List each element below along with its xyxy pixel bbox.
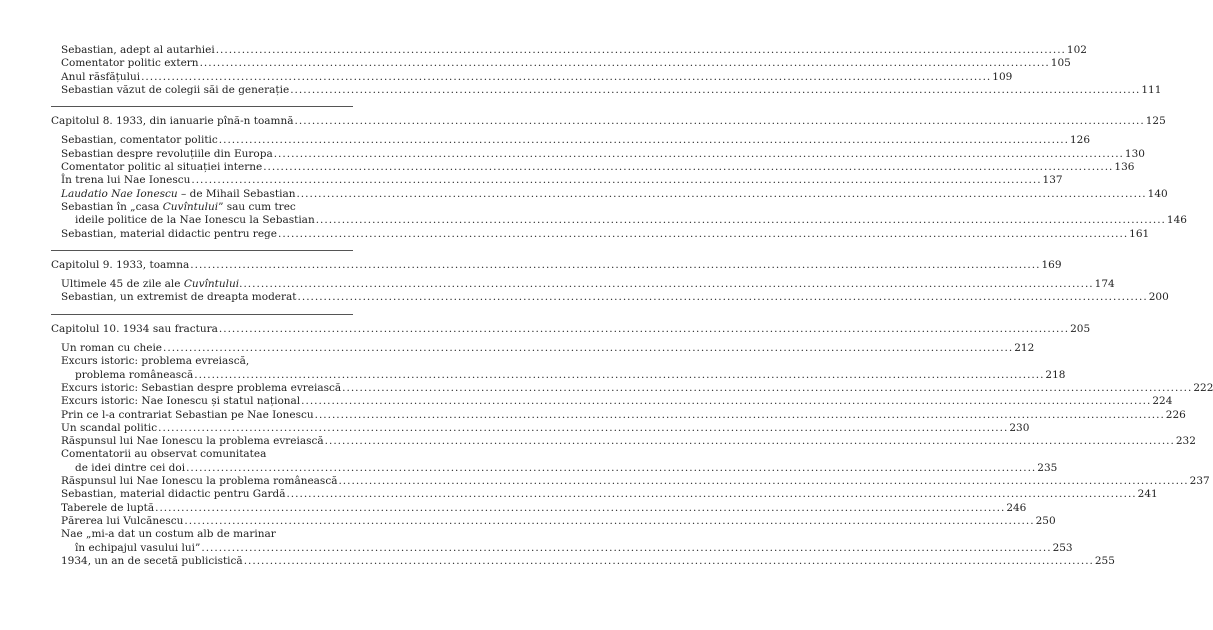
- toc-entry: [51, 291, 1169, 304]
- entry-title-text: Prin ce l-a contrariat Sebastian pe Nae Ionescu: [61, 408, 314, 421]
- toc-entry: [51, 134, 1091, 147]
- entry-title-continued: în echipajul vasului lui”: [75, 541, 201, 554]
- entry-title: [61, 174, 190, 187]
- entry-title-continued: de idei dintre cei doi: [75, 461, 186, 474]
- entry-title-text: Excurs istoric: Nae Ionescu și statul național: [61, 395, 301, 408]
- page-number: 226: [1165, 408, 1186, 421]
- entry-title-text: Sebastian, un extremist de dreapta moderat: [61, 291, 297, 304]
- toc-entry: [51, 70, 1013, 84]
- entry-title-text: Taberele de luptă: [61, 501, 155, 514]
- entry-title: [61, 161, 262, 174]
- toc-entry-continuation: [51, 461, 1058, 475]
- entry-title-text: Excurs istoric: problema evreiască,: [61, 355, 250, 368]
- entry-title-text: Răspunsul lui Nae Ionescu la problema românească: [61, 475, 338, 488]
- dot-leader: [325, 435, 1175, 448]
- dot-leader: [184, 515, 1034, 528]
- chapter-title: [51, 259, 189, 272]
- dot-leader: [316, 214, 1166, 227]
- page-number: 111: [1141, 83, 1162, 96]
- dot-leader: [315, 409, 1165, 422]
- dot-leader: [163, 342, 1013, 355]
- toc-entry: [51, 187, 1168, 201]
- entry-title: [61, 44, 215, 57]
- entry-title-continued: problema românească: [75, 368, 194, 381]
- dot-leader: [194, 369, 1044, 382]
- toc-entry: [51, 355, 353, 368]
- page-number: 137: [1042, 174, 1063, 187]
- entry-title-text: – de Mihail Sebastian: [177, 187, 296, 200]
- page-number: 224: [1152, 395, 1173, 408]
- entry-title: [61, 148, 273, 161]
- toc-entry: [51, 161, 1135, 174]
- entry-title: [61, 488, 285, 501]
- entry-title: [61, 71, 140, 84]
- dot-leader: [342, 382, 1192, 395]
- toc-entry: [51, 342, 1035, 355]
- entry-title-text: Sebastian, comentator politic: [61, 134, 218, 147]
- entry-title: [61, 228, 277, 241]
- entry-title: [61, 395, 300, 408]
- entry-title-prefix: Sebastian în „casa: [61, 200, 163, 213]
- dot-leader: [274, 148, 1124, 161]
- toc-entry-continuation: [51, 541, 1073, 555]
- entry-title-prefix: Ultimele 45 de zile ale: [61, 278, 184, 291]
- entry-title: [61, 291, 297, 304]
- page-number: 246: [1006, 501, 1027, 514]
- toc-entry: [51, 475, 1210, 488]
- entry-title-text: Comentatorii au observat comunitatea: [61, 448, 267, 461]
- entry-title: [61, 448, 266, 461]
- page-number: 237: [1189, 475, 1210, 488]
- entry-title-text: Excurs istoric: Sebastian despre problema evreiască: [61, 381, 342, 394]
- page-number: 230: [1009, 421, 1030, 434]
- entry-title: [61, 409, 314, 422]
- page-number: 253: [1052, 541, 1073, 554]
- entry-title-continued: ideile politice de la Nae Ionescu la Sebastian: [75, 214, 315, 227]
- page-number: 232: [1175, 435, 1196, 448]
- dot-leader: [338, 475, 1188, 488]
- toc-entry: [51, 554, 1115, 568]
- page-number: 161: [1129, 227, 1150, 240]
- table-of-contents: [51, 44, 1213, 568]
- dot-leader: [158, 422, 1008, 435]
- entry-title-text: Sebastian, material didactic pentru rege: [61, 227, 277, 240]
- chapter-heading: [51, 322, 1091, 336]
- entry-title-text: Un roman cu cheie: [61, 342, 163, 355]
- dot-leader: [186, 462, 1036, 475]
- entry-title-italic: Laudatio Nae Ionescu: [61, 187, 178, 200]
- entry-title: [61, 57, 199, 70]
- dot-leader: [298, 291, 1148, 304]
- chapter-title-text: Capitolul 10. 1934 sau fractura: [51, 322, 218, 335]
- page-number: 222: [1193, 381, 1213, 394]
- entry-title-text: Sebastian, adept al autarhiei: [61, 44, 215, 56]
- page-number: 125: [1145, 115, 1166, 128]
- dot-leader: [141, 71, 991, 84]
- toc-entry: [51, 421, 1030, 435]
- dot-leader: [295, 115, 1145, 128]
- entry-title: [61, 342, 162, 355]
- entry-title-text: Răspunsul lui Nae Ionescu la problema evreiască: [61, 435, 324, 448]
- toc-entry: [51, 435, 1196, 448]
- dot-leader: [296, 188, 1146, 201]
- page-number: 130: [1124, 147, 1145, 160]
- entry-title-text: În trena lui Nae Ionescu: [61, 174, 191, 187]
- entry-title-text: Comentator politic al situației interne: [61, 161, 263, 174]
- entry-title: [61, 201, 296, 214]
- dot-leader: [301, 395, 1151, 408]
- entry-title: [61, 134, 218, 147]
- chapter-title-text: Capitolul 8. 1933, din ianuarie pînă-n toamnă: [51, 115, 294, 128]
- toc-entry: [51, 278, 1115, 291]
- dot-leader: [290, 84, 1140, 97]
- dot-leader: [244, 555, 1094, 568]
- dot-leader: [219, 134, 1069, 147]
- entry-title-text: Un scandal politic: [61, 421, 158, 434]
- entry-title-text: .: [239, 278, 243, 291]
- dot-leader: [216, 44, 1066, 57]
- entry-title: [61, 188, 295, 201]
- page-number: 250: [1035, 514, 1056, 527]
- entry-title-text: ” sau cum trec: [218, 200, 296, 213]
- page-number: 146: [1166, 214, 1187, 227]
- entry-title-text: Anul răsfățului: [61, 70, 141, 83]
- toc-entry: [51, 514, 1056, 528]
- page-number: 105: [1050, 57, 1071, 70]
- chapter-title: [51, 115, 294, 128]
- chapter-title-text: Capitolul 9. 1933, toamna: [51, 258, 190, 271]
- dot-leader: [190, 259, 1040, 272]
- entry-title-text: Sebastian văzut de colegii săi de generație: [61, 83, 290, 96]
- toc-entry: [51, 44, 1087, 57]
- entry-title: [61, 555, 243, 568]
- toc-entry: [51, 448, 353, 461]
- toc-entry-continuation: [51, 214, 1187, 227]
- entry-title: [61, 278, 242, 291]
- dot-leader: [278, 228, 1128, 241]
- toc-entry: [51, 83, 1162, 97]
- page-number: 255: [1094, 554, 1115, 567]
- page-number: 169: [1041, 258, 1062, 271]
- entry-title-italic: Cuvîntului: [162, 200, 219, 213]
- page-number: 126: [1069, 134, 1091, 147]
- entry-title: [61, 382, 341, 395]
- page-number: 241: [1137, 488, 1158, 501]
- page-number: 212: [1014, 342, 1035, 355]
- dot-leader: [219, 323, 1069, 336]
- toc-entry: [51, 408, 1186, 422]
- toc-entry: [51, 501, 1027, 515]
- dot-leader: [286, 488, 1136, 501]
- entry-title: [61, 475, 337, 488]
- chapter-divider: [51, 314, 353, 315]
- toc-entry: [51, 57, 1071, 70]
- page-number: 200: [1148, 291, 1169, 304]
- dot-leader: [155, 502, 1005, 515]
- entry-title-text: Comentator politic extern: [61, 57, 199, 70]
- entry-title-italic: Cuvîntului: [183, 278, 240, 291]
- page-number: 205: [1070, 322, 1091, 335]
- toc-entry: [51, 488, 1158, 501]
- page-number: 174: [1094, 278, 1115, 291]
- chapter-divider: [51, 250, 353, 251]
- toc-entry: [51, 201, 353, 214]
- chapter-heading: [51, 115, 1166, 128]
- entry-title-text: Sebastian, material didactic pentru Gardă: [61, 488, 286, 501]
- entry-title: [61, 528, 276, 541]
- chapter-divider: [51, 106, 353, 107]
- entry-title-text: Nae „mi-a dat un costum alb de marinar: [61, 528, 276, 541]
- page-number: 109: [992, 70, 1013, 83]
- dot-leader: [200, 57, 1050, 70]
- page-number: 235: [1037, 461, 1058, 474]
- toc-entry: [51, 528, 353, 541]
- entry-title-text: Părerea lui Vulcănescu: [61, 514, 184, 527]
- dot-leader: [201, 542, 1051, 555]
- entry-title: [61, 502, 154, 515]
- page-number: 140: [1147, 187, 1168, 200]
- dot-leader: [243, 278, 1093, 291]
- entry-title: [61, 84, 289, 97]
- dot-leader: [263, 161, 1113, 174]
- entry-title-text: Sebastian despre revoluțiile din Europa: [61, 147, 273, 160]
- entry-title: [61, 422, 157, 435]
- entry-title: [61, 435, 324, 448]
- entry-title-text: 1934, un an de secetă publicistică: [61, 554, 243, 567]
- page-number: 102: [1066, 44, 1087, 56]
- toc-entry: [51, 381, 1213, 395]
- chapter-title: [51, 323, 218, 336]
- toc-entry: [51, 227, 1150, 241]
- toc-entry: [51, 395, 1173, 408]
- dot-leader: [191, 174, 1041, 187]
- toc-entry: [51, 174, 1063, 187]
- page-number: 218: [1045, 368, 1066, 381]
- chapter-heading: [51, 258, 1062, 272]
- entry-title: [61, 355, 249, 368]
- toc-entry-continuation: [51, 368, 1066, 382]
- toc-entry: [51, 147, 1145, 161]
- entry-title: [61, 515, 183, 528]
- page-number: 136: [1114, 161, 1135, 174]
